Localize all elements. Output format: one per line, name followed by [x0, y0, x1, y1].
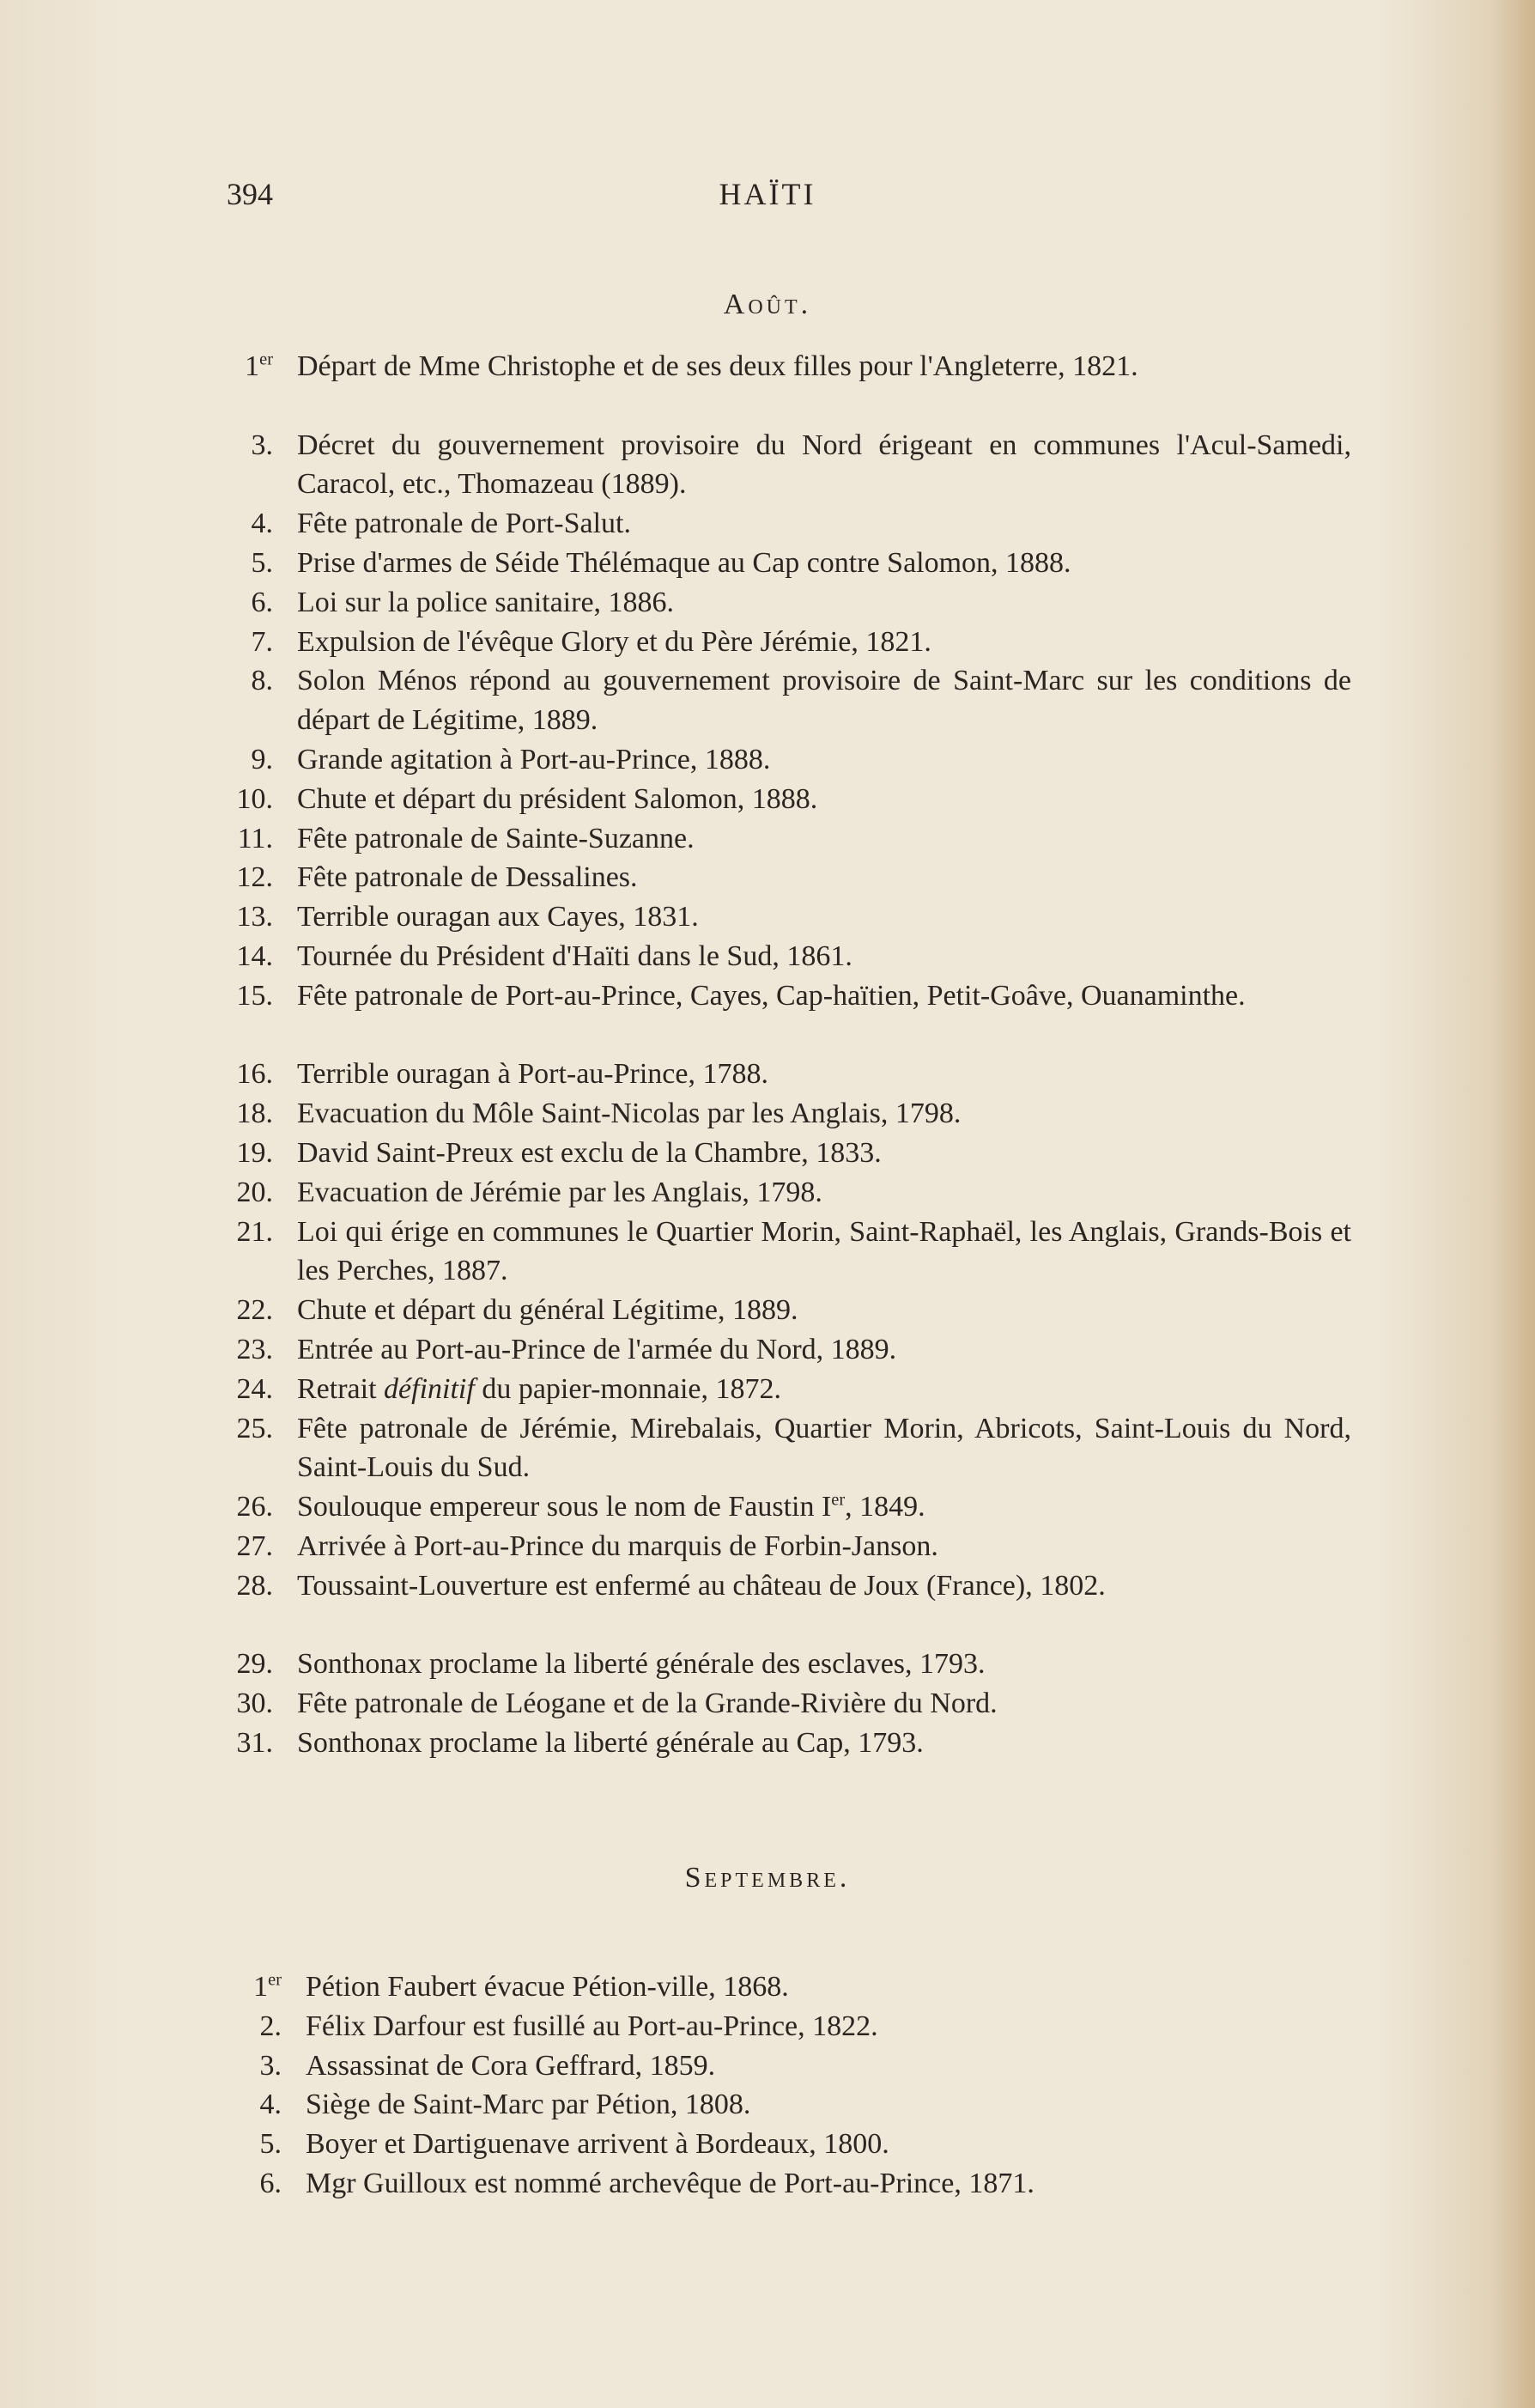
entry-date: 27.	[236, 1529, 273, 1562]
entry-text: Boyer et Dartiguenave arrivent à Bordeaux, 1800.	[306, 2128, 889, 2161]
entry-date: 28.	[236, 1569, 273, 1602]
list-item	[0, 623, 1535, 662]
entry-text: Assassinat de Cora Geffrard, 1859.	[306, 2049, 716, 2082]
list-item	[0, 504, 1535, 544]
entry-date: 4.	[251, 508, 273, 540]
entry-text: Solon Ménos répond au gouvernement provisoire de Saint-Marc sur les conditions de départ de Légitime, 1889.	[297, 665, 1351, 737]
august-list	[0, 347, 1535, 1763]
list-item	[0, 1213, 1535, 1292]
entry-text: Mgr Guilloux est nommé archevêque de Port-au-Prince, 1871.	[306, 2167, 1034, 2199]
september-list	[0, 1967, 1535, 2204]
entry-text: Terrible ouragan aux Cayes, 1831.	[297, 901, 699, 933]
entry-date: 20.	[236, 1176, 273, 1208]
entry-text: Fête patronale de Sainte-Suzanne.	[297, 822, 695, 854]
entry-date: 6.	[251, 586, 273, 618]
entry-date: 1er	[253, 1970, 282, 2003]
list-item	[0, 780, 1535, 819]
list-item	[0, 858, 1535, 897]
list-item	[0, 1173, 1535, 1213]
entry-date: 5.	[251, 546, 273, 579]
entry-text: Evacuation de Jérémie par les Anglais, 1798.	[297, 1176, 822, 1208]
entry-date: 18.	[236, 1098, 273, 1130]
list-item	[0, 937, 1535, 976]
list-item	[0, 819, 1535, 859]
list-item	[0, 1967, 1535, 2007]
list-item	[0, 1566, 1535, 1645]
entry-date: 22.	[236, 1294, 273, 1327]
entry-date: 1er	[245, 350, 273, 382]
entry-date: 29.	[236, 1648, 273, 1681]
running-title: HAÏTI	[719, 177, 816, 211]
entry-date: 15.	[236, 979, 273, 1012]
entry-date: 16.	[236, 1058, 273, 1091]
list-item	[0, 2007, 1535, 2046]
entry-text: Fête patronale de Jérémie, Mirebalais, Quartier Morin, Abricots, Saint-Louis du Nord, Saint-Louis du Sud.	[297, 1412, 1351, 1484]
entry-text: Expulsion de l'évêque Glory et du Père Jérémie, 1821.	[297, 625, 931, 658]
entry-date: 3.	[259, 2049, 282, 2082]
list-item	[0, 426, 1535, 505]
list-item	[0, 2164, 1535, 2204]
list-item	[0, 976, 1535, 1055]
entry-date: 19.	[236, 1136, 273, 1169]
entry-date: 24.	[236, 1372, 273, 1405]
entry-text: Soulouque empereur sous le nom de Faustin Ier, 1849.	[297, 1490, 925, 1523]
list-item	[0, 740, 1535, 780]
entry-text: Loi qui érige en communes le Quartier Morin, Saint-Raphaël, les Anglais, Grands-Bois et les Perches, 1887.	[297, 1215, 1351, 1287]
entry-date: 9.	[251, 743, 273, 775]
entry-text: Arrivée à Port-au-Prince du marquis de Forbin-Janson.	[297, 1529, 938, 1562]
list-item	[0, 2046, 1535, 2086]
entry-date: 11.	[237, 822, 273, 854]
entry-date: 13.	[236, 901, 273, 933]
entry-text: Evacuation du Môle Saint-Nicolas par les Anglais, 1798.	[297, 1098, 962, 1130]
entry-text: Tournée du Président d'Haïti dans le Sud, 1861.	[297, 939, 852, 972]
entry-text: Prise d'armes de Séide Thélémaque au Cap contre Salomon, 1888.	[297, 546, 1071, 579]
list-item	[0, 2125, 1535, 2164]
entry-date: 4.	[259, 2089, 282, 2121]
entry-text: Retrait définitif du papier-monnaie, 1872.	[297, 1372, 781, 1405]
entry-text: Siège de Saint-Marc par Pétion, 1808.	[306, 2089, 751, 2121]
entry-text: Pétion Faubert évacue Pétion-ville, 1868.	[306, 1971, 789, 2003]
entry-text: Terrible ouragan à Port-au-Prince, 1788.	[297, 1058, 768, 1091]
entry-text: Sonthonax proclame la liberté générale au Cap, 1793.	[297, 1726, 924, 1759]
list-item	[0, 1724, 1535, 1763]
list-item	[0, 897, 1535, 937]
entry-date: 7.	[251, 625, 273, 658]
entry-text: Entrée au Port-au-Prince de l'armée du Nord, 1889.	[297, 1333, 897, 1365]
list-item	[0, 1134, 1535, 1173]
entry-text: Fête patronale de Léogane et de la Grande-Rivière du Nord.	[297, 1687, 998, 1720]
entry-date: 23.	[236, 1333, 273, 1365]
list-item	[0, 1291, 1535, 1330]
entry-date: 31.	[236, 1726, 273, 1759]
entry-text: Félix Darfour est fusillé au Port-au-Prince, 1822.	[306, 2010, 878, 2042]
entry-text: Grande agitation à Port-au-Prince, 1888.	[297, 743, 771, 775]
entry-text: Toussaint-Louverture est enfermé au château de Joux (France), 1802.	[297, 1569, 1106, 1602]
entry-date: 25.	[236, 1412, 273, 1444]
list-item	[0, 1094, 1535, 1134]
entry-text: Chute et départ du président Salomon, 1888.	[297, 782, 818, 815]
list-item	[0, 347, 1535, 426]
list-item	[0, 1487, 1535, 1527]
section-heading-august: Août.	[723, 289, 812, 320]
entry-date: 30.	[236, 1687, 273, 1720]
entry-text: Sonthonax proclame la liberté générale des esclaves, 1793.	[297, 1648, 986, 1681]
entry-date: 3.	[251, 429, 273, 461]
entry-date: 26.	[236, 1491, 273, 1523]
list-item	[0, 1409, 1535, 1488]
entry-text: Décret du gouvernement provisoire du Nord érigeant en communes l'Acul-Samedi, Caracol, etc., Thomazeau (1889).	[297, 429, 1351, 501]
section-heading-september: Septembre.	[684, 1862, 851, 1894]
entry-text: Fête patronale de Port-au-Prince, Cayes, Cap-haïtien, Petit-Goâve, Ouanaminthe.	[297, 979, 1246, 1012]
entry-text: Départ de Mme Christophe et de ses deux filles pour l'Angleterre, 1821.	[297, 350, 1138, 382]
entry-text: Loi sur la police sanitaire, 1886.	[297, 586, 675, 618]
entry-text: David Saint-Preux est exclu de la Chambre, 1833.	[297, 1136, 882, 1169]
entry-text: Chute et départ du général Légitime, 1889.	[297, 1294, 798, 1327]
list-item	[0, 661, 1535, 740]
list-item	[0, 583, 1535, 623]
list-item	[0, 1330, 1535, 1370]
entry-text: Fête patronale de Port-Salut.	[297, 508, 632, 540]
running-head	[0, 176, 1535, 219]
list-item	[0, 1055, 1535, 1094]
page-number: 394	[227, 177, 273, 211]
list-item	[0, 1527, 1535, 1566]
entry-date: 21.	[236, 1215, 273, 1248]
entry-date: 5.	[259, 2128, 282, 2161]
entry-date: 2.	[259, 2010, 282, 2042]
list-item	[0, 1684, 1535, 1724]
list-item	[0, 1370, 1535, 1409]
list-item	[0, 544, 1535, 583]
entry-text: Fête patronale de Dessalines.	[297, 861, 638, 894]
list-item	[0, 2085, 1535, 2125]
list-item	[0, 1645, 1535, 1684]
entry-date: 6.	[259, 2167, 282, 2199]
entry-date: 8.	[251, 665, 273, 697]
entry-date: 10.	[236, 782, 273, 815]
entry-date: 12.	[236, 861, 273, 894]
entry-date: 14.	[236, 939, 273, 972]
